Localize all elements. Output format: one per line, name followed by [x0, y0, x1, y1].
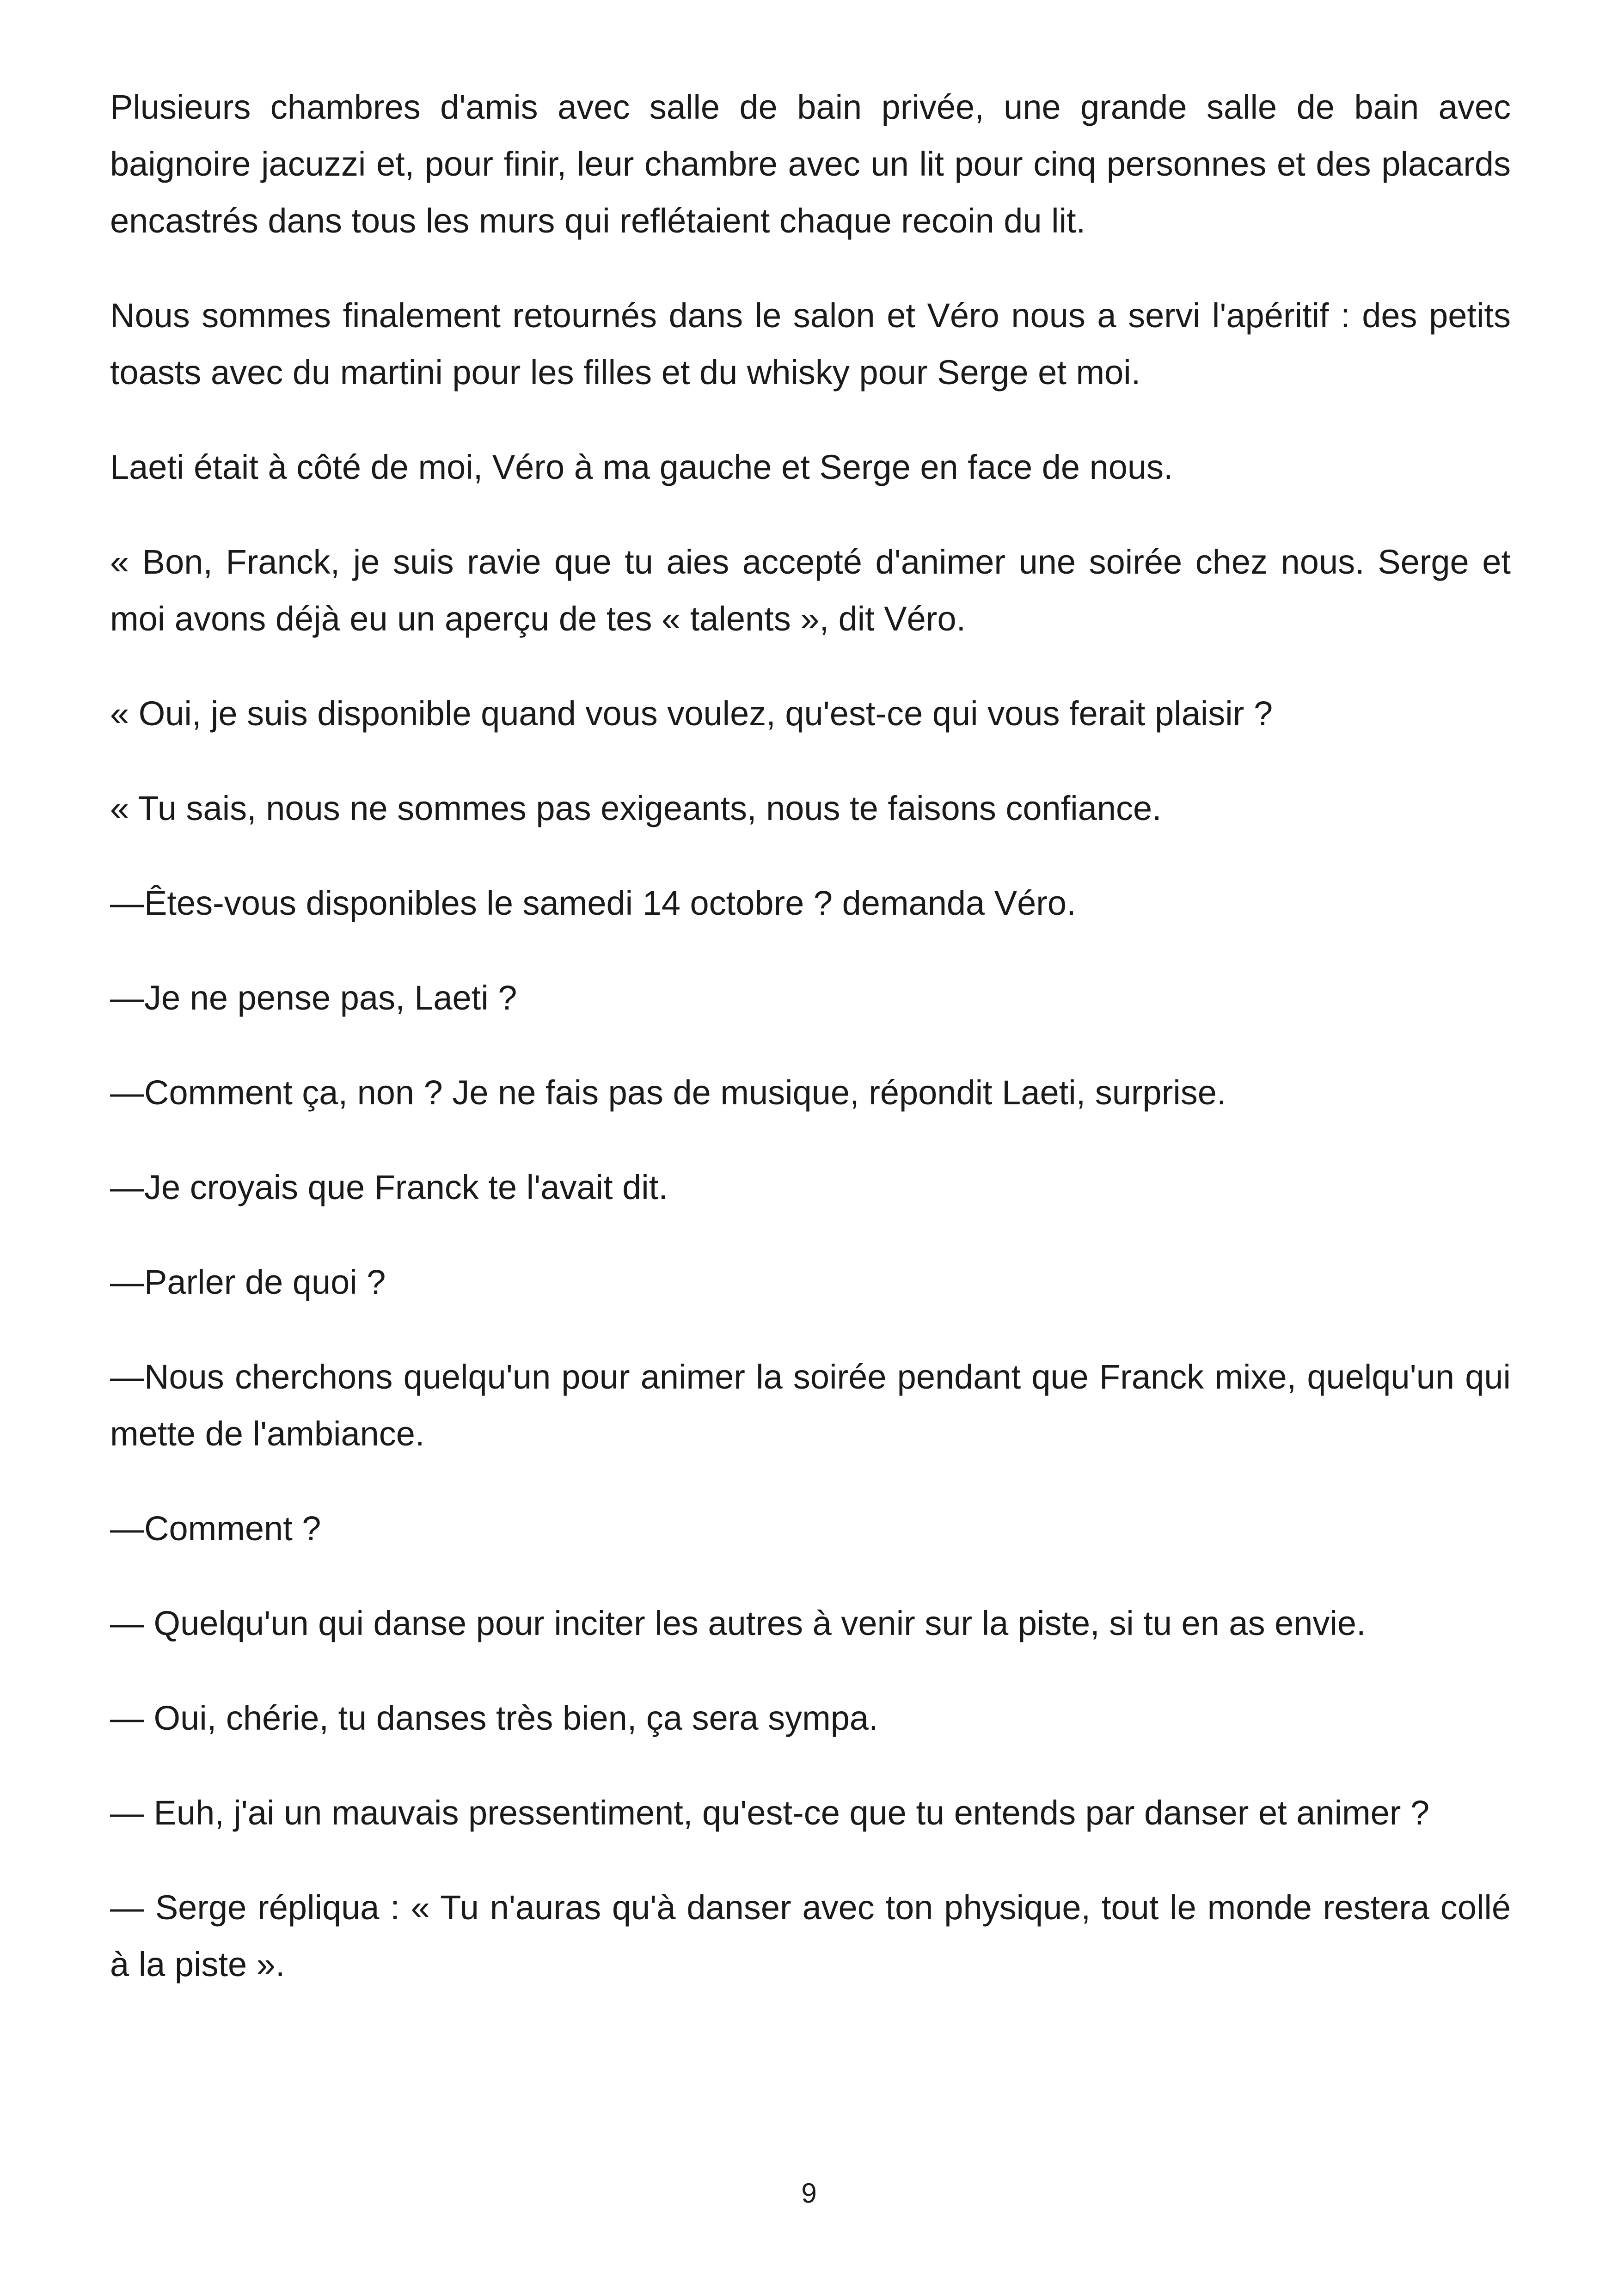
paragraph-2: Nous sommes finalement retournés dans le salon et Véro nous a servi l'apéritif : des petits toasts avec du martini pour les filles et du whisky pour Serge et moi.	[110, 296, 1511, 392]
paragraph-13: —Comment ?	[110, 1509, 321, 1548]
paragraph-16: — Euh, j'ai un mauvais pressentiment, qu'est-ce que tu entends par danser et animer ?	[110, 1794, 1430, 1832]
page-number: 9	[801, 2178, 817, 2209]
paragraph-14: — Quelqu'un qui danse pour inciter les autres à venir sur la piste, si tu en as envie.	[110, 1604, 1366, 1642]
paragraph-15: — Oui, chérie, tu danses très bien, ça sera sympa.	[110, 1699, 878, 1737]
paragraph-4: « Bon, Franck, je suis ravie que tu aies accepté d'animer une soirée chez nous. Serge et moi avons déjà eu un aperçu de tes « talents », dit Véro.	[110, 543, 1511, 638]
paragraph-6: « Tu sais, nous ne sommes pas exigeants, nous te faisons confiance.	[110, 789, 1162, 827]
paragraph-5: « Oui, je suis disponible quand vous voulez, qu'est-ce qui vous ferait plaisir ?	[110, 694, 1273, 733]
paragraph-11: —Parler de quoi ?	[110, 1263, 386, 1301]
paragraph-17: — Serge répliqua : « Tu n'auras qu'à danser avec ton physique, tout le monde restera collé à la piste ».	[110, 1888, 1511, 1984]
paragraph-3: Laeti était à côté de moi, Véro à ma gauche et Serge en face de nous.	[110, 448, 1173, 486]
paragraph-10: —Je croyais que Franck te l'avait dit.	[110, 1168, 668, 1206]
paragraph-9: —Comment ça, non ? Je ne fais pas de musique, répondit Laeti, surprise.	[110, 1073, 1226, 1112]
document-page	[110, 79, 1511, 2031]
paragraph-12: —Nous cherchons quelqu'un pour animer la soirée pendant que Franck mixe, quelqu'un qui mette de l'ambiance.	[110, 1358, 1511, 1453]
paragraph-1: Plusieurs chambres d'amis avec salle de bain privée, une grande salle de bain avec baignoire jacuzzi et, pour finir, leur chambre avec un lit pour cinq personnes et des placards encastrés dans tous les murs qui reflétaient chaque recoin du lit.	[110, 88, 1511, 240]
paragraph-7: —Êtes-vous disponibles le samedi 14 octobre ? demanda Véro.	[110, 884, 1076, 922]
paragraph-8: —Je ne pense pas, Laeti ?	[110, 979, 517, 1017]
